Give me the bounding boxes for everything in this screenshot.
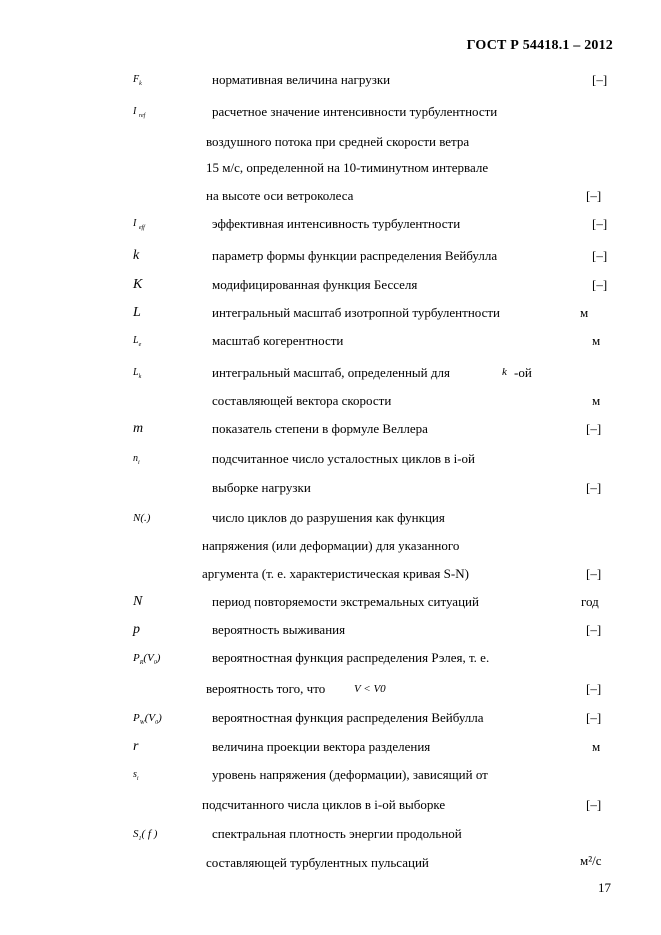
symbol-S1f: $S_1$( f ) [133, 828, 158, 843]
definition-line: величина проекции вектора разделения [212, 739, 431, 754]
unit-label: [–] [586, 188, 602, 203]
symbol-PW: $P_W(V_0)$ [133, 712, 162, 727]
unit-label: м [592, 739, 601, 754]
symbol-N-function: N(.) [133, 512, 151, 524]
symbol-Iref: I $_{ref}$ [133, 106, 146, 119]
unit-label: [–] [592, 72, 608, 87]
symbol-r: r [133, 739, 139, 754]
unit-label: [–] [586, 566, 602, 581]
definition-line: -ой [514, 365, 532, 380]
definition-line: вероятностная функция распределения Вейбулла [212, 710, 484, 725]
symbol-Lk: $L_k$ [133, 367, 142, 380]
symbol-m: m [133, 421, 144, 436]
unit-label: [–] [586, 710, 602, 725]
unit-label: м [592, 393, 601, 408]
definition-line: интегральный масштаб изотропной турбулентности [212, 305, 501, 320]
definition-line: параметр формы функции распределения Вейбулла [212, 248, 498, 263]
unit-label: [–] [586, 421, 602, 436]
unit-label: м²/с [580, 853, 602, 868]
unit-label: [–] [592, 216, 608, 231]
definition-line: число циклов до разрушения как функция [212, 510, 445, 525]
definition-line: эффективная интенсивность турбулентности [212, 216, 461, 231]
unit-label: [–] [592, 248, 608, 263]
definition-line: подсчитанного числа циклов в i-ой выборке [202, 797, 446, 812]
definition-line: интегральный масштаб, определенный для [212, 365, 450, 380]
definition-line: уровень напряжения (деформации), зависящий от [212, 767, 488, 782]
symbol-PR: $P_R(V_0)$ [133, 652, 161, 667]
page-number: 17 [598, 880, 611, 895]
symbol-k: k [133, 248, 140, 263]
symbol-L: L [133, 305, 141, 320]
symbol-ni: $n_i$ [133, 453, 140, 466]
definition-line: на высоте оси ветроколеса [206, 188, 354, 203]
definition-line: вероятностная функция распределения Рэлея, т. е. [212, 650, 490, 665]
symbol-p: p [133, 622, 140, 637]
definition-line: подсчитанное число усталостных циклов в i-ой [212, 451, 475, 466]
unit-label: [–] [586, 622, 602, 637]
definition-line: период повторяемости экстремальных ситуаций [212, 594, 479, 609]
definition-line: составляющей вектора скорости [212, 393, 392, 408]
symbol-N: N [133, 594, 143, 609]
definition-line: воздушного потока при средней скорости ветра [206, 134, 470, 149]
definition-line: 15 м/с, определенной на 10-тиминутном интервале [206, 160, 489, 175]
unit-label: [–] [586, 797, 602, 812]
symbol-Le: $L_e$ [133, 335, 142, 348]
unit-label: [–] [586, 480, 602, 495]
inline-symbol-k: k [502, 366, 507, 378]
definition-line: напряжения (или деформации) для указанного [202, 538, 460, 553]
unit-label: [–] [586, 681, 602, 696]
symbol-si: $s_i$ [133, 769, 139, 782]
symbol-Ieff: I $_{eff}$ [133, 218, 145, 231]
symbol-Fk: $F_k$ [133, 74, 142, 87]
inline-symbol-condition: V < V0 [354, 683, 386, 695]
definition-line: аргумента (т. е. характеристическая кривая S-N) [202, 566, 469, 581]
definition-line: составляющей турбулентных пульсаций [206, 855, 429, 870]
unit-label: м [592, 333, 601, 348]
definition-line: масштаб когерентности [212, 333, 344, 348]
definition-line: модифицированная функция Бесселя [212, 277, 418, 292]
symbol-K: K [133, 277, 143, 292]
unit-label: м [580, 305, 589, 320]
definition-line: спектральная плотность энергии продольной [212, 826, 462, 841]
definition-line: нормативная величина нагрузки [212, 72, 391, 87]
definition-line: выборке нагрузки [212, 480, 311, 495]
unit-label: год [581, 594, 599, 609]
definition-line: показатель степени в формуле Веллера [212, 421, 428, 436]
unit-label: [–] [592, 277, 608, 292]
definition-line: вероятность выживания [212, 622, 346, 637]
document-header: ГОСТ Р 54418.1 – 2012 [466, 38, 613, 53]
definition-line: вероятность того, что [206, 681, 326, 696]
definition-line: расчетное значение интенсивности турбулентности [212, 104, 498, 119]
